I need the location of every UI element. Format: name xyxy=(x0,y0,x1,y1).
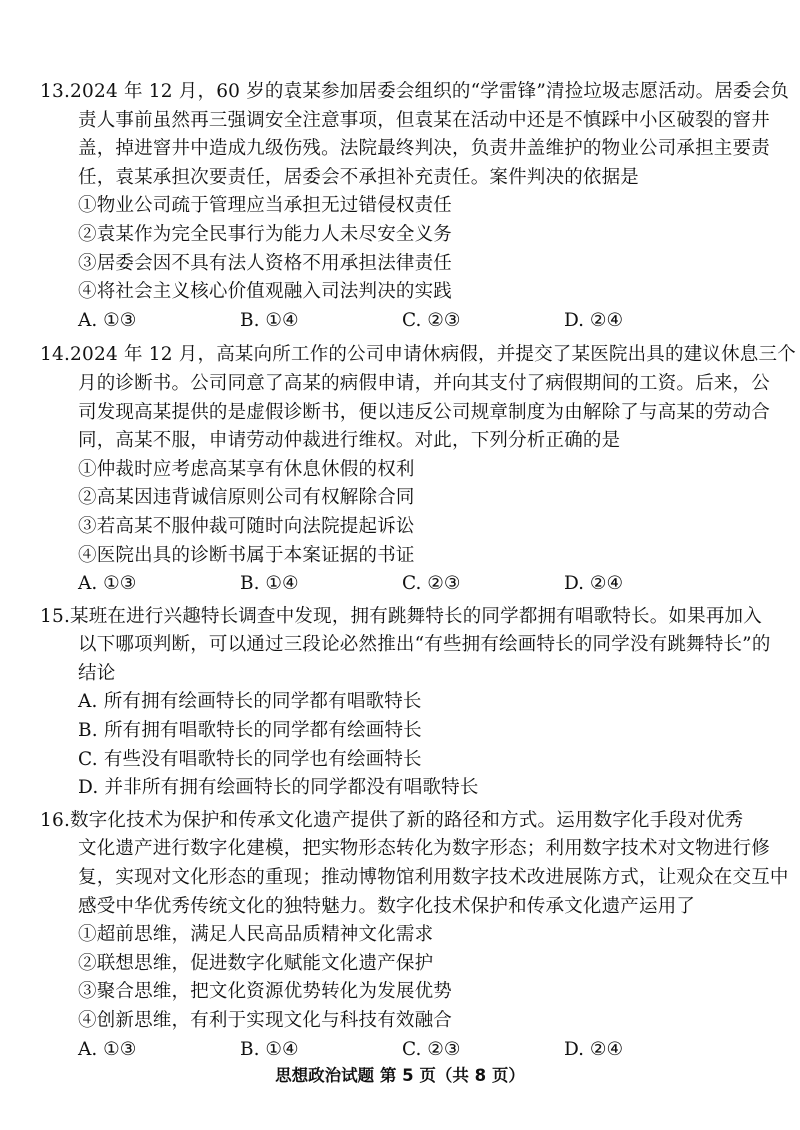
choice-d: D. ②④ xyxy=(564,1038,624,1060)
option-d: D. 并非所有拥有绘画特长的同学都没有唱歌特长 xyxy=(78,777,479,799)
question-number: 15. xyxy=(40,605,71,627)
stem-line: 月的诊断书。公司同意了高某的病假申请，并向其支付了病假期间的工资。后来，公 xyxy=(78,372,770,394)
option-a: A. 所有拥有绘画特长的同学都有唱歌特长 xyxy=(78,691,422,713)
question-14 xyxy=(40,341,796,598)
question-number: 14. xyxy=(40,344,71,366)
stem-line: 任，袁某承担次要责任，居委会不承担补充责任。案件判决的依据是 xyxy=(78,166,640,188)
question-stem xyxy=(40,603,771,689)
question-stem xyxy=(40,807,789,921)
statement-3: ③若高某不服仲裁可随时向法院提起诉讼 xyxy=(78,515,415,537)
answer-choices xyxy=(40,1036,760,1065)
option-c: C. 有些没有唱歌特长的同学也有绘画特长 xyxy=(78,748,422,770)
choice-c: C. ②③ xyxy=(402,573,461,595)
statement-1: ①仲裁时应考虑高某享有休息休假的权利 xyxy=(78,458,415,480)
choice-d: D. ②④ xyxy=(564,309,624,331)
choice-a: A. ①③ xyxy=(78,573,137,595)
stem-line: 文化遗产进行数字化建模，把实物形态转化为数字形态；利用数字技术对文物进行修 xyxy=(78,838,770,860)
statement-3: ③聚合思维，把文化资源优势转化为发展优势 xyxy=(78,981,453,1003)
stem-line: 责人事前虽然再三强调安全注意事项，但袁某在活动中还是不慎踩中小区破裂的窨井 xyxy=(78,109,770,131)
question-stem xyxy=(40,341,796,455)
question-16 xyxy=(40,807,789,1064)
stem-line: 同，高某不服，申请劳动仲裁进行维权。对此，下列分析正确的是 xyxy=(78,430,621,452)
stem-line: 司发现高某提供的是虚假诊断书，便以违反公司规章制度为由解除了与高某的劳动合 xyxy=(78,401,770,423)
choice-c: C. ②③ xyxy=(402,309,461,331)
question-stem xyxy=(40,78,790,192)
statement-4: ④将社会主义核心价值观融入司法判决的实践 xyxy=(78,281,453,303)
choice-a: A. ①③ xyxy=(78,309,137,331)
stem-line: 结论 xyxy=(78,662,116,684)
answer-choices xyxy=(40,307,760,336)
stem-line: 某班在进行兴趣特长调查中发现，拥有跳舞特长的同学都拥有唱歌特长。如果再加入 xyxy=(70,605,762,627)
option-b: B. 所有拥有唱歌特长的同学都有绘画特长 xyxy=(78,720,422,742)
stem-line: 复，实现对文化形态的重现；推动博物馆利用数字技术改进展陈方式，让观众在交互中 xyxy=(78,867,789,889)
statement-4: ④创新思维，有利于实现文化与科技有效融合 xyxy=(78,1010,453,1031)
stem-line: 2024 年 12 月，60 岁的袁某参加居委会组织的“学雷锋”清捡垃圾志愿活动。居委会负 xyxy=(70,81,790,102)
stem-line: 感受中华优秀传统文化的独特魅力。数字化技术保护和传承文化遗产运用了 xyxy=(78,895,696,917)
choice-b: B. ①④ xyxy=(240,1038,299,1060)
statement-1: ①物业公司疏于管理应当承担无过错侵权责任 xyxy=(78,195,453,217)
statement-4: ④医院出具的诊断书属于本案证据的书证 xyxy=(78,544,415,566)
question-number: 13. xyxy=(40,81,71,102)
page-footer: 思想政治试题 第 5 页（共 8 页） xyxy=(275,1066,525,1085)
question-number: 16. xyxy=(40,809,71,831)
stem-line: 2024 年 12 月，高某向所工作的公司申请休病假，并提交了某医院出具的建议休息三个 xyxy=(70,344,796,366)
choice-b: B. ①④ xyxy=(240,573,299,595)
choice-c: C. ②③ xyxy=(402,1038,461,1060)
stem-line: 以下哪项判断，可以通过三段论必然推出“有些拥有绘画特长的同学没有跳舞特长”的 xyxy=(78,634,771,656)
stem-line: 盖，掉进窨井中造成九级伤残。法院最终判决，负责井盖维护的物业公司承担主要责 xyxy=(78,138,770,160)
statement-2: ②高某因违背诚信原则公司有权解除合同 xyxy=(78,487,415,509)
statement-2: ②联想思维，促进数字化赋能文化遗产保护 xyxy=(78,952,434,974)
choice-a: A. ①③ xyxy=(78,1038,137,1060)
statement-1: ①超前思维，满足人民高品质精神文化需求 xyxy=(78,924,434,946)
stem-line: 数字化技术为保护和传承文化遗产提供了新的路径和方式。运用数字化手段对优秀 xyxy=(70,809,744,831)
question-15 xyxy=(40,603,771,803)
question-13 xyxy=(40,78,790,335)
statement-2: ②袁某作为完全民事行为能力人未尽安全义务 xyxy=(78,223,453,245)
answer-choices xyxy=(40,570,760,599)
choice-b: B. ①④ xyxy=(240,309,299,331)
statement-3: ③居委会因不具有法人资格不用承担法律责任 xyxy=(78,252,453,274)
choice-d: D. ②④ xyxy=(564,573,624,595)
